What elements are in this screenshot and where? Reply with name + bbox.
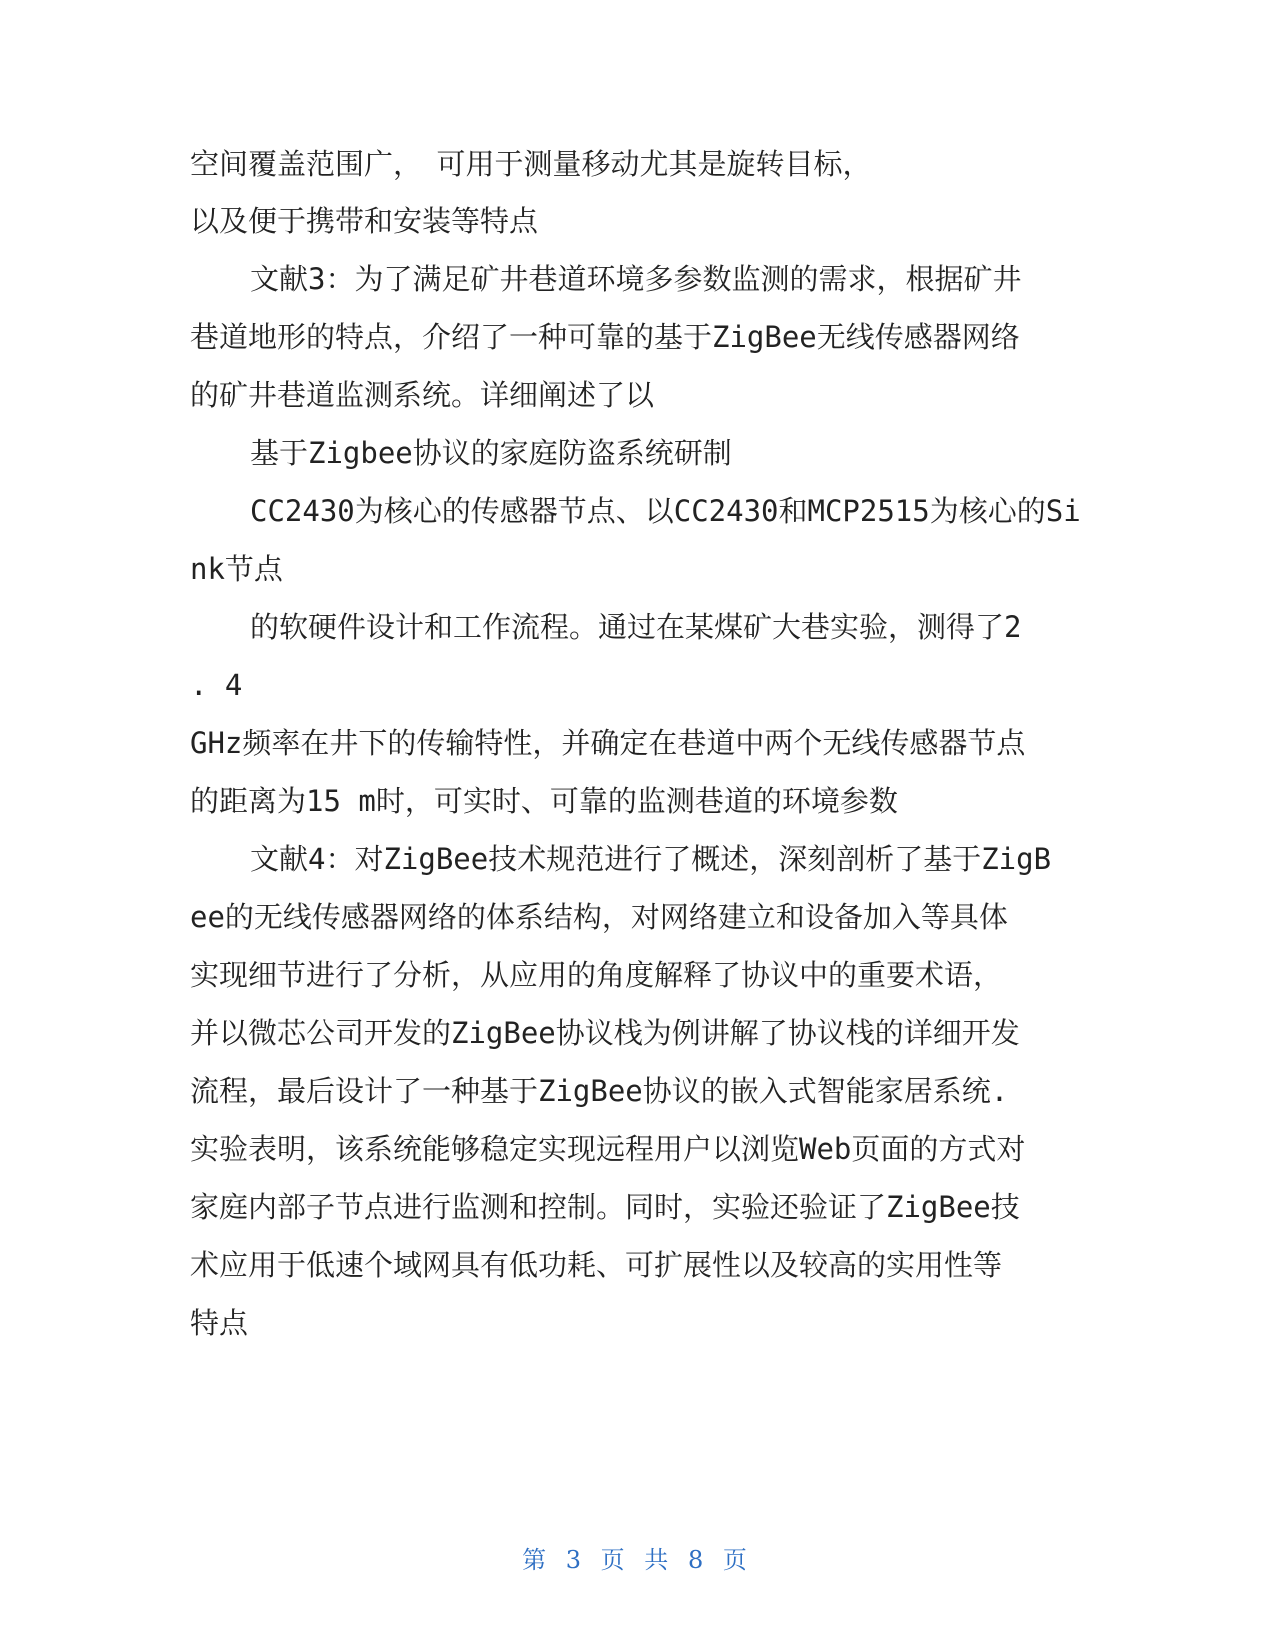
text-line: 巷道地形的特点，介绍了一种可靠的基于ZigBee无线传感器网络 xyxy=(190,320,1020,354)
text-line: 并以微芯公司开发的ZigBee协议栈为例讲解了协议栈的详细开发 xyxy=(190,1016,1020,1050)
text-line: 以及便于携带和安装等特点 xyxy=(190,204,539,238)
page-number-footer: 第 3 页 共 8 页 xyxy=(522,1546,753,1574)
text-line: 家庭内部子节点进行监测和控制。同时，实验还验证了ZigBee技 xyxy=(190,1190,1020,1224)
text-line: 的距离为15 m时，可实时、可靠的监测巷道的环境参数 xyxy=(190,784,898,818)
text-line: 基于Zigbee协议的家庭防盗系统研制 xyxy=(250,436,732,470)
text-line: 的矿井巷道监测系统。详细阐述了以 xyxy=(190,378,655,412)
text-line: GHz频率在井下的传输特性，并确定在巷道中两个无线传感器节点 xyxy=(190,726,1026,760)
text-line: 流程，最后设计了一种基于ZigBee协议的嵌入式智能家居系统. xyxy=(190,1074,1009,1108)
text-line: CC2430为核心的传感器节点、以CC2430和MCP2515为核心的Si xyxy=(250,494,1081,528)
text-line: 的软硬件设计和工作流程。通过在某煤矿大巷实验，测得了2 xyxy=(250,610,1022,644)
text-line: nk节点 xyxy=(190,552,283,586)
text-line: 文献4：对ZigBee技术规范进行了概述，深刻剖析了基于ZigB xyxy=(250,842,1052,876)
text-line: 实现细节进行了分析，从应用的角度解释了协议中的重要术语， xyxy=(190,958,1003,992)
text-line: 术应用于低速个域网具有低功耗、可扩展性以及较高的实用性等 xyxy=(190,1248,1003,1282)
text-line: 文献3：为了满足矿井巷道环境多参数监测的需求，根据矿井 xyxy=(250,262,1022,296)
text-line: 特点 xyxy=(190,1306,249,1340)
text-line: 实验表明，该系统能够稳定实现远程用户以浏览Web页面的方式对 xyxy=(190,1132,1026,1166)
text-line: ee的无线传感器网络的体系结构，对网络建立和设备加入等具体 xyxy=(190,900,1008,934)
text-line: . 4 xyxy=(190,668,243,702)
text-line: 空间覆盖范围广， 可用于测量移动尤其是旋转目标， xyxy=(190,147,872,181)
